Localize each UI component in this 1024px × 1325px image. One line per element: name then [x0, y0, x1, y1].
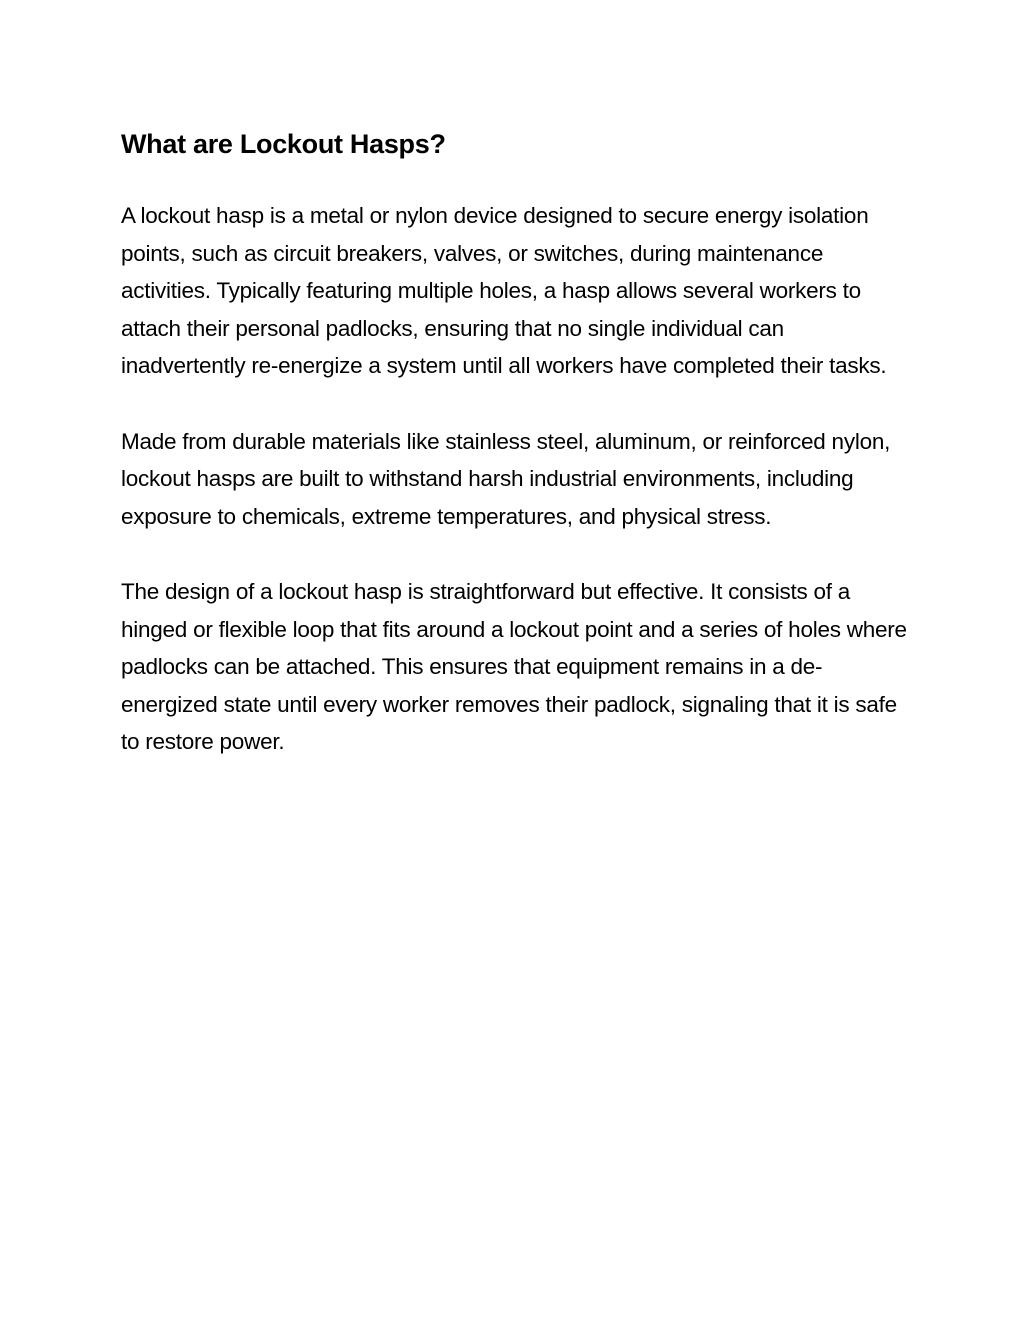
document-body	[121, 120, 911, 761]
paragraph-materials: Made from durable materials like stainless steel, aluminum, or reinforced nylon, lockout hasps are built to withstand harsh industrial environments, including exposure to chemicals, extreme temperatures, and physical stress.	[121, 428, 891, 529]
paragraph-design: The design of a lockout hasp is straightforward but effective. It consists of a hinged or flexible loop that fits around a lockout point and a series of holes where padlocks can be attached. This ensures that equipment remains in a de-energized state until every worker removes their padlock, signaling that it is safe to restore power.	[121, 578, 907, 755]
paragraph-definition: A lockout hasp is a metal or nylon device designed to secure energy isolation points, such as circuit breakers, valves, or switches, during maintenance activities. Typically featuring multiple holes, a hasp allows several workers to attach their personal padlocks, ensuring that no single individual can inadvertently re-energize a system until all workers have completed their tasks.	[121, 203, 887, 379]
page-title: What are Lockout Hasps?	[121, 129, 446, 159]
